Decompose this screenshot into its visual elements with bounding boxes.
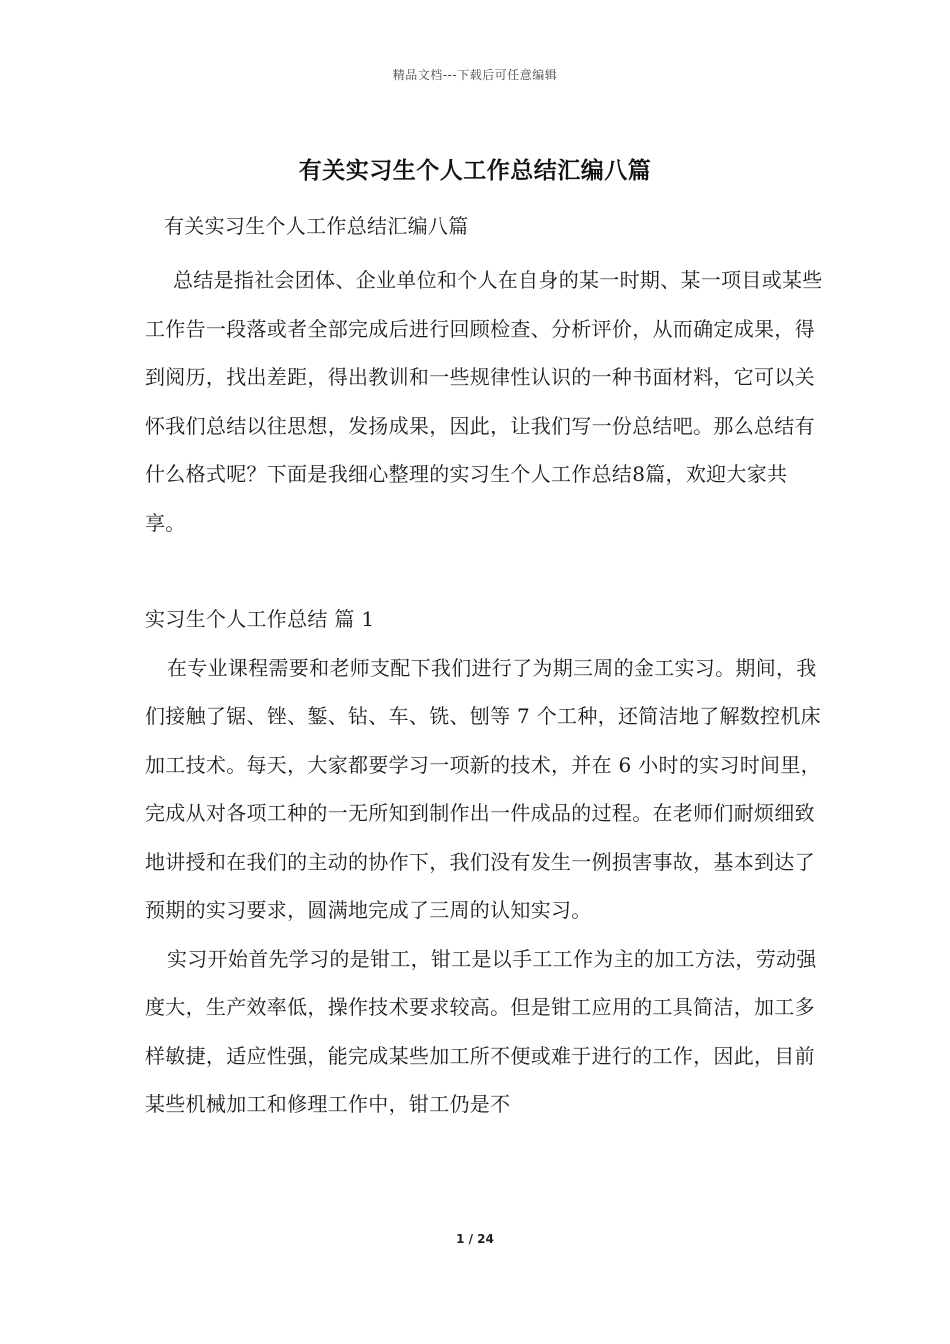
document-title: 有关实习生个人工作总结汇编八篇 — [298, 158, 652, 184]
document-body — [145, 206, 825, 1129]
document-subtitle: 有关实习生个人工作总结汇编八篇 — [164, 214, 469, 238]
section-spacer — [145, 547, 825, 595]
page-number: 1 / 24 — [456, 1232, 494, 1246]
body-paragraph: 在专业课程需要和老师支配下我们进行了为期三周的金工实习。期间，我们接触了锯、锉、錾、钻、车、铣、刨等 7 个工种，还简洁地了解数控机床加工技术。每天，大家都要学习一项新的技术，并在 6 小时的实习时间里，完成从对各项工种的一无所知到制作出一件成品的过程。在老师们耐烦细致地讲授和在我们的主动的协作下，我们没有发生一例损害事故，基本到达了预期的实习要求，圆满地完成了三周的认知实习。 — [145, 655, 821, 922]
intro-paragraph: 总结是指社会团体、企业单位和个人在自身的某一时期、某一项目或某些工作告一段落或者全部完成后进行回顾检查、分析评价，从而确定成果，得到阅历，找出差距，得出教训和一些规律性认识的一种书面材料，它可以关怀我们总结以往思想，发扬成果，因此，让我们写一份总结吧。那么总结有什么格式呢？下面是我细心整理的实习生个人工作总结8篇，欢迎大家共享。 — [145, 268, 823, 535]
header-note: 精品文档---下载后可任意编辑 — [392, 68, 558, 82]
section-heading: 实习生个人工作总结 篇 1 — [145, 607, 375, 631]
body-paragraph: 实习开始首先学习的是钳工，钳工是以手工工作为主的加工方法，劳动强度大，生产效率低，操作技术要求较高。但是钳工应用的工具简洁，加工多样敏捷，适应性强，能完成某些加工所不便或难于进行的工作，因此，目前某些机械加工和修理工作中，钳工仍是不 — [145, 946, 817, 1116]
